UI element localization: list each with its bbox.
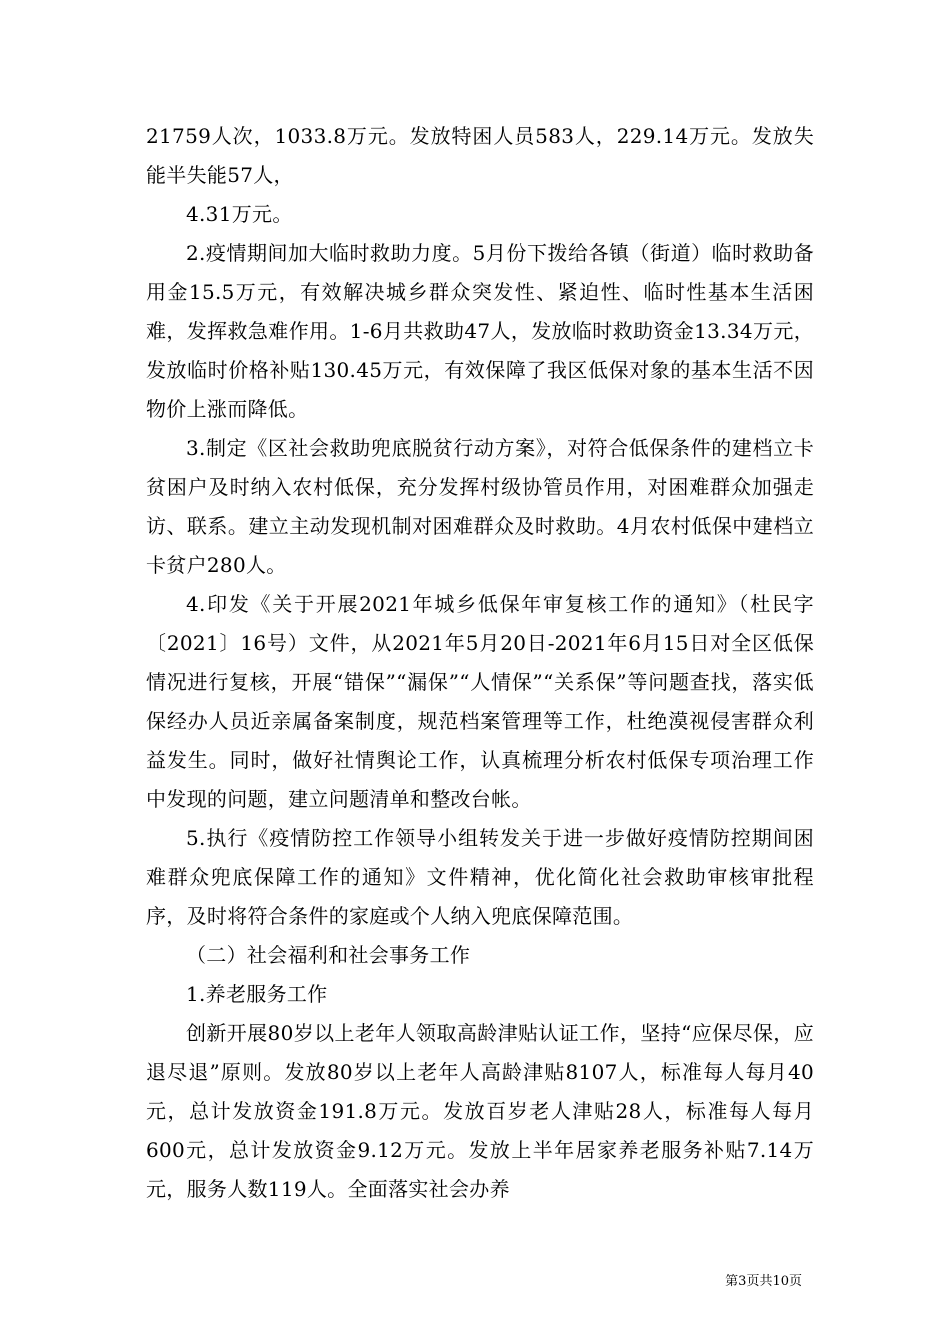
section-heading: （二）社会福利和社会事务工作 [186,943,471,967]
paragraph: 3.制定《区社会救助兜底脱贫行动方案》，对符合低保条件的建档立卡贫困户及时纳入农村低保，充分发挥村级协管员作用，对困难群众加强走访、联系。建立主动发现机制对困难群众及时救助。4月农村低保中建档立卡贫户280人。 [146,436,814,577]
paragraph: 4.印发《关于开展2021年城乡低保年审复核工作的通知》（杜民字〔2021〕16号）文件，从2021年5月20日-2021年6月15日对全区低保情况进行复核，开展“错保”“漏保”“人情保”“关系保”等问题查找，落实低保经办人员近亲属备案制度，规范档案管理等工作，杜绝漠视侵害群众利益发生。同时，做好社情舆论工作，认真梳理分析农村低保专项治理工作中发现的问题，建立问题清单和整改台帐。 [146,592,814,811]
paragraph: 2.疫情期间加大临时救助力度。5月份下拨给各镇（街道）临时救助备用金15.5万元，有效解决城乡群众突发性、紧迫性、临时性基本生活困难，发挥救急难作用。1-6月共救助47人，发放临时救助资金13.34万元，发放临时价格补贴130.45万元，有效保障了我区低保对象的基本生活不因物价上涨而降低。 [146,241,814,421]
paragraph: 21759人次，1033.8万元。发放特困人员583人，229.14万元。发放失能半失能57人， [146,124,814,187]
paragraph: 4.31万元。 [186,202,293,226]
document-body [146,117,814,1209]
paragraph: 创新开展80岁以上老年人领取高龄津贴认证工作，坚持“应保尽保，应退尽退”原则。发放80岁以上老年人高龄津贴8107人，标准每人每月40元，总计发放资金191.8万元。发放百岁老人津贴28人，标准每人每月600元，总计发放资金9.12万元。发放上半年居家养老服务补贴7.14万元，服务人数119人。全面落实社会办养 [146,1021,814,1201]
subsection-heading: 1.养老服务工作 [186,982,328,1006]
page-number: 第3页共10页 [725,1274,802,1289]
paragraph: 5.执行《疫情防控工作领导小组转发关于进一步做好疫情防控期间困难群众兜底保障工作的通知》文件精神，优化简化社会救助审核审批程序，及时将符合条件的家庭或个人纳入兜底保障范围。 [146,826,814,928]
